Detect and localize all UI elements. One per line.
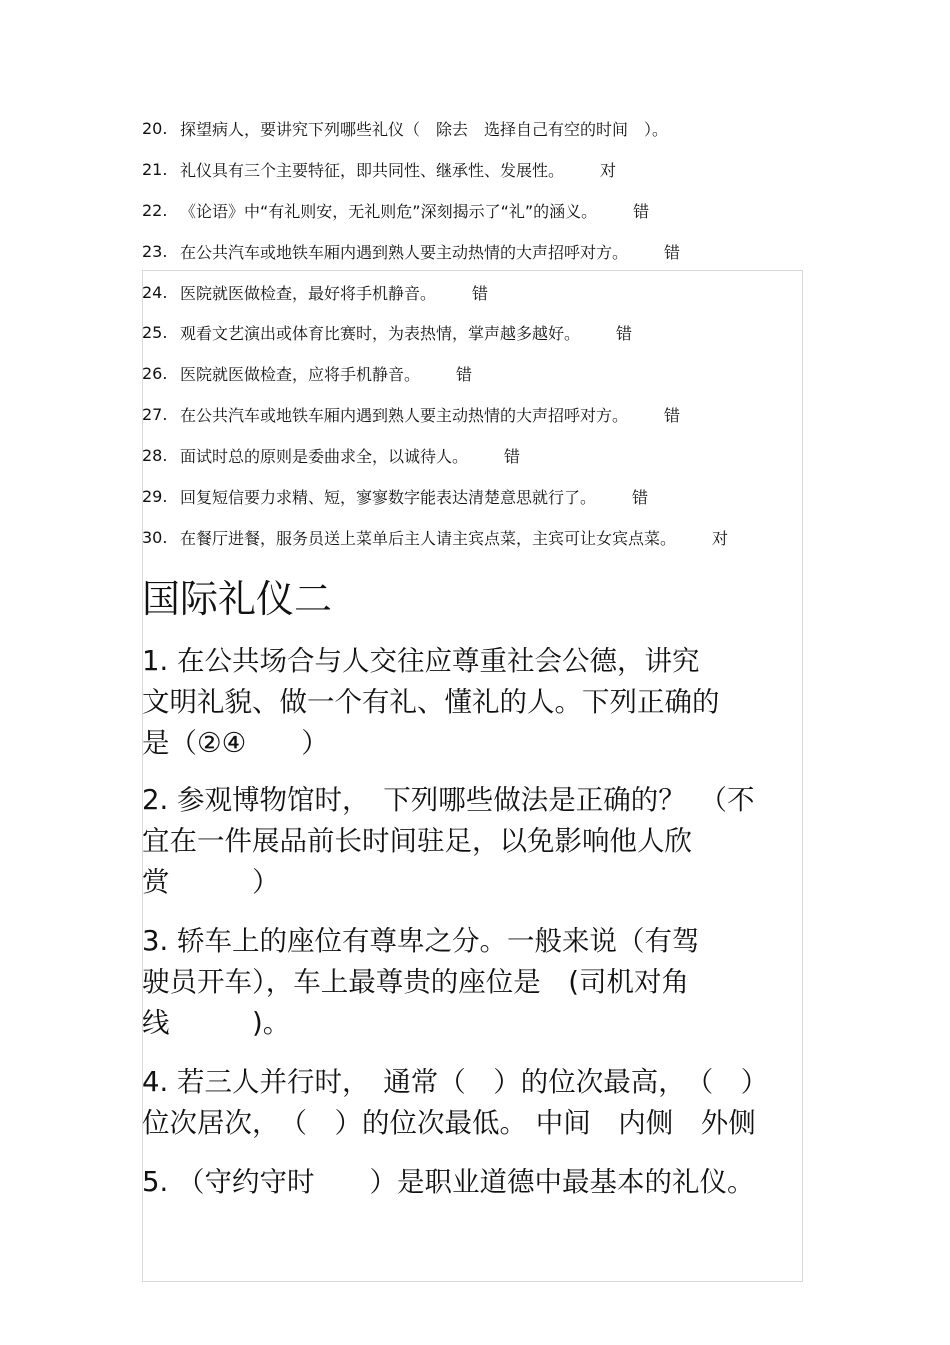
item-text: 礼仪具有三个主要特征，即共同性、继承性、发展性。 [180, 160, 565, 180]
question-line: 赏 ） [142, 866, 280, 898]
question-line: 驶员开车），车上最尊贵的座位是 (司机对角 [142, 966, 689, 998]
item-text: 回复短信要力求精、短，寥寥数字能表达清楚意思就行了。 [180, 487, 597, 507]
item-text: 观看文艺演出或体育比赛时，为表热情，掌声越多越好。 [180, 324, 581, 344]
list-item [142, 149, 822, 190]
question-1 [142, 641, 807, 764]
question-line: 位次居次， （ ）的位次最低。 中间 内侧 外侧 [142, 1107, 756, 1139]
question-line: 1. 在公共场合与人交往应尊重社会公德，讲究 [142, 645, 700, 677]
list-item [142, 353, 822, 394]
list-item [142, 435, 822, 476]
item-number: 26. [142, 364, 168, 384]
item-number: 28. [142, 446, 168, 466]
question-line: 3. 轿车上的座位有尊卑之分。一般来说（有驾 [142, 925, 700, 957]
item-answer: 错 [664, 242, 681, 262]
question-line: 宜在一件展品前长时间驻足，以免影响他人欣 [142, 825, 692, 857]
question-line: 4. 若三人并行时， 通常（ ）的位次最高， （ ） [142, 1066, 769, 1098]
list-item [142, 394, 822, 435]
item-number: 22. [142, 200, 168, 220]
item-answer: 对 [712, 528, 729, 548]
section-title: 国际礼仪二 [142, 577, 333, 621]
item-number: 27. [142, 405, 168, 425]
item-text: 《论语》中“有礼则安，无礼则危”深刻揭示了“礼”的涵义。 [180, 201, 598, 221]
list-item [142, 190, 822, 231]
list-item [142, 312, 822, 353]
item-text: 在公共汽车或地铁车厢内遇到熟人要主动热情的大声招呼对方。 [180, 242, 629, 262]
question-4 [142, 1062, 807, 1144]
item-number: 20. [142, 118, 168, 138]
item-answer: 错 [633, 201, 650, 221]
item-number: 30. [142, 527, 168, 547]
list-item [142, 272, 822, 313]
question-line: 2. 参观博物馆时， 下列哪些做法是正确的？ （不 [142, 784, 755, 816]
item-answer: 错 [632, 487, 649, 507]
item-text: 在餐厅进餐，服务员送上菜单后主人请主宾点菜，主宾可让女宾点菜。 [180, 528, 677, 548]
item-number: 21. [142, 159, 168, 179]
item-text: 探望病人，要讲究下列哪些礼仪（ 除去 选择自己有空的时间 ）。 [180, 119, 669, 139]
item-number: 25. [142, 323, 168, 343]
question-line: 线 )。 [142, 1007, 291, 1039]
item-answer: 错 [616, 324, 633, 344]
true-false-list [142, 108, 822, 558]
item-answer: 错 [456, 365, 473, 385]
item-text: 医院就医做检查，最好将手机静音。 [180, 283, 437, 303]
item-number: 29. [142, 486, 168, 506]
list-item [142, 517, 822, 558]
item-text: 面试时总的原则是委曲求全，以诚待人。 [180, 447, 469, 467]
item-answer: 错 [504, 447, 521, 467]
list-item [142, 108, 822, 149]
item-text: 医院就医做检查，应将手机静音。 [180, 365, 421, 385]
question-line: 是（②④ ） [142, 727, 329, 759]
question-line: 5. （守约守时 ）是职业道德中最基本的礼仪。 [142, 1166, 755, 1198]
list-item [142, 476, 822, 517]
question-3 [142, 921, 807, 1044]
item-number: 23. [142, 241, 168, 261]
item-answer: 错 [664, 406, 681, 426]
list-item [142, 231, 822, 272]
item-answer: 对 [600, 160, 617, 180]
item-text: 在公共汽车或地铁车厢内遇到熟人要主动热情的大声招呼对方。 [180, 406, 629, 426]
item-answer: 错 [472, 283, 489, 303]
item-number: 24. [142, 282, 168, 302]
question-line: 文明礼貌、做一个有礼、懂礼的人。下列正确的 [142, 686, 720, 718]
question-2 [142, 780, 807, 903]
question-5 [142, 1162, 807, 1203]
